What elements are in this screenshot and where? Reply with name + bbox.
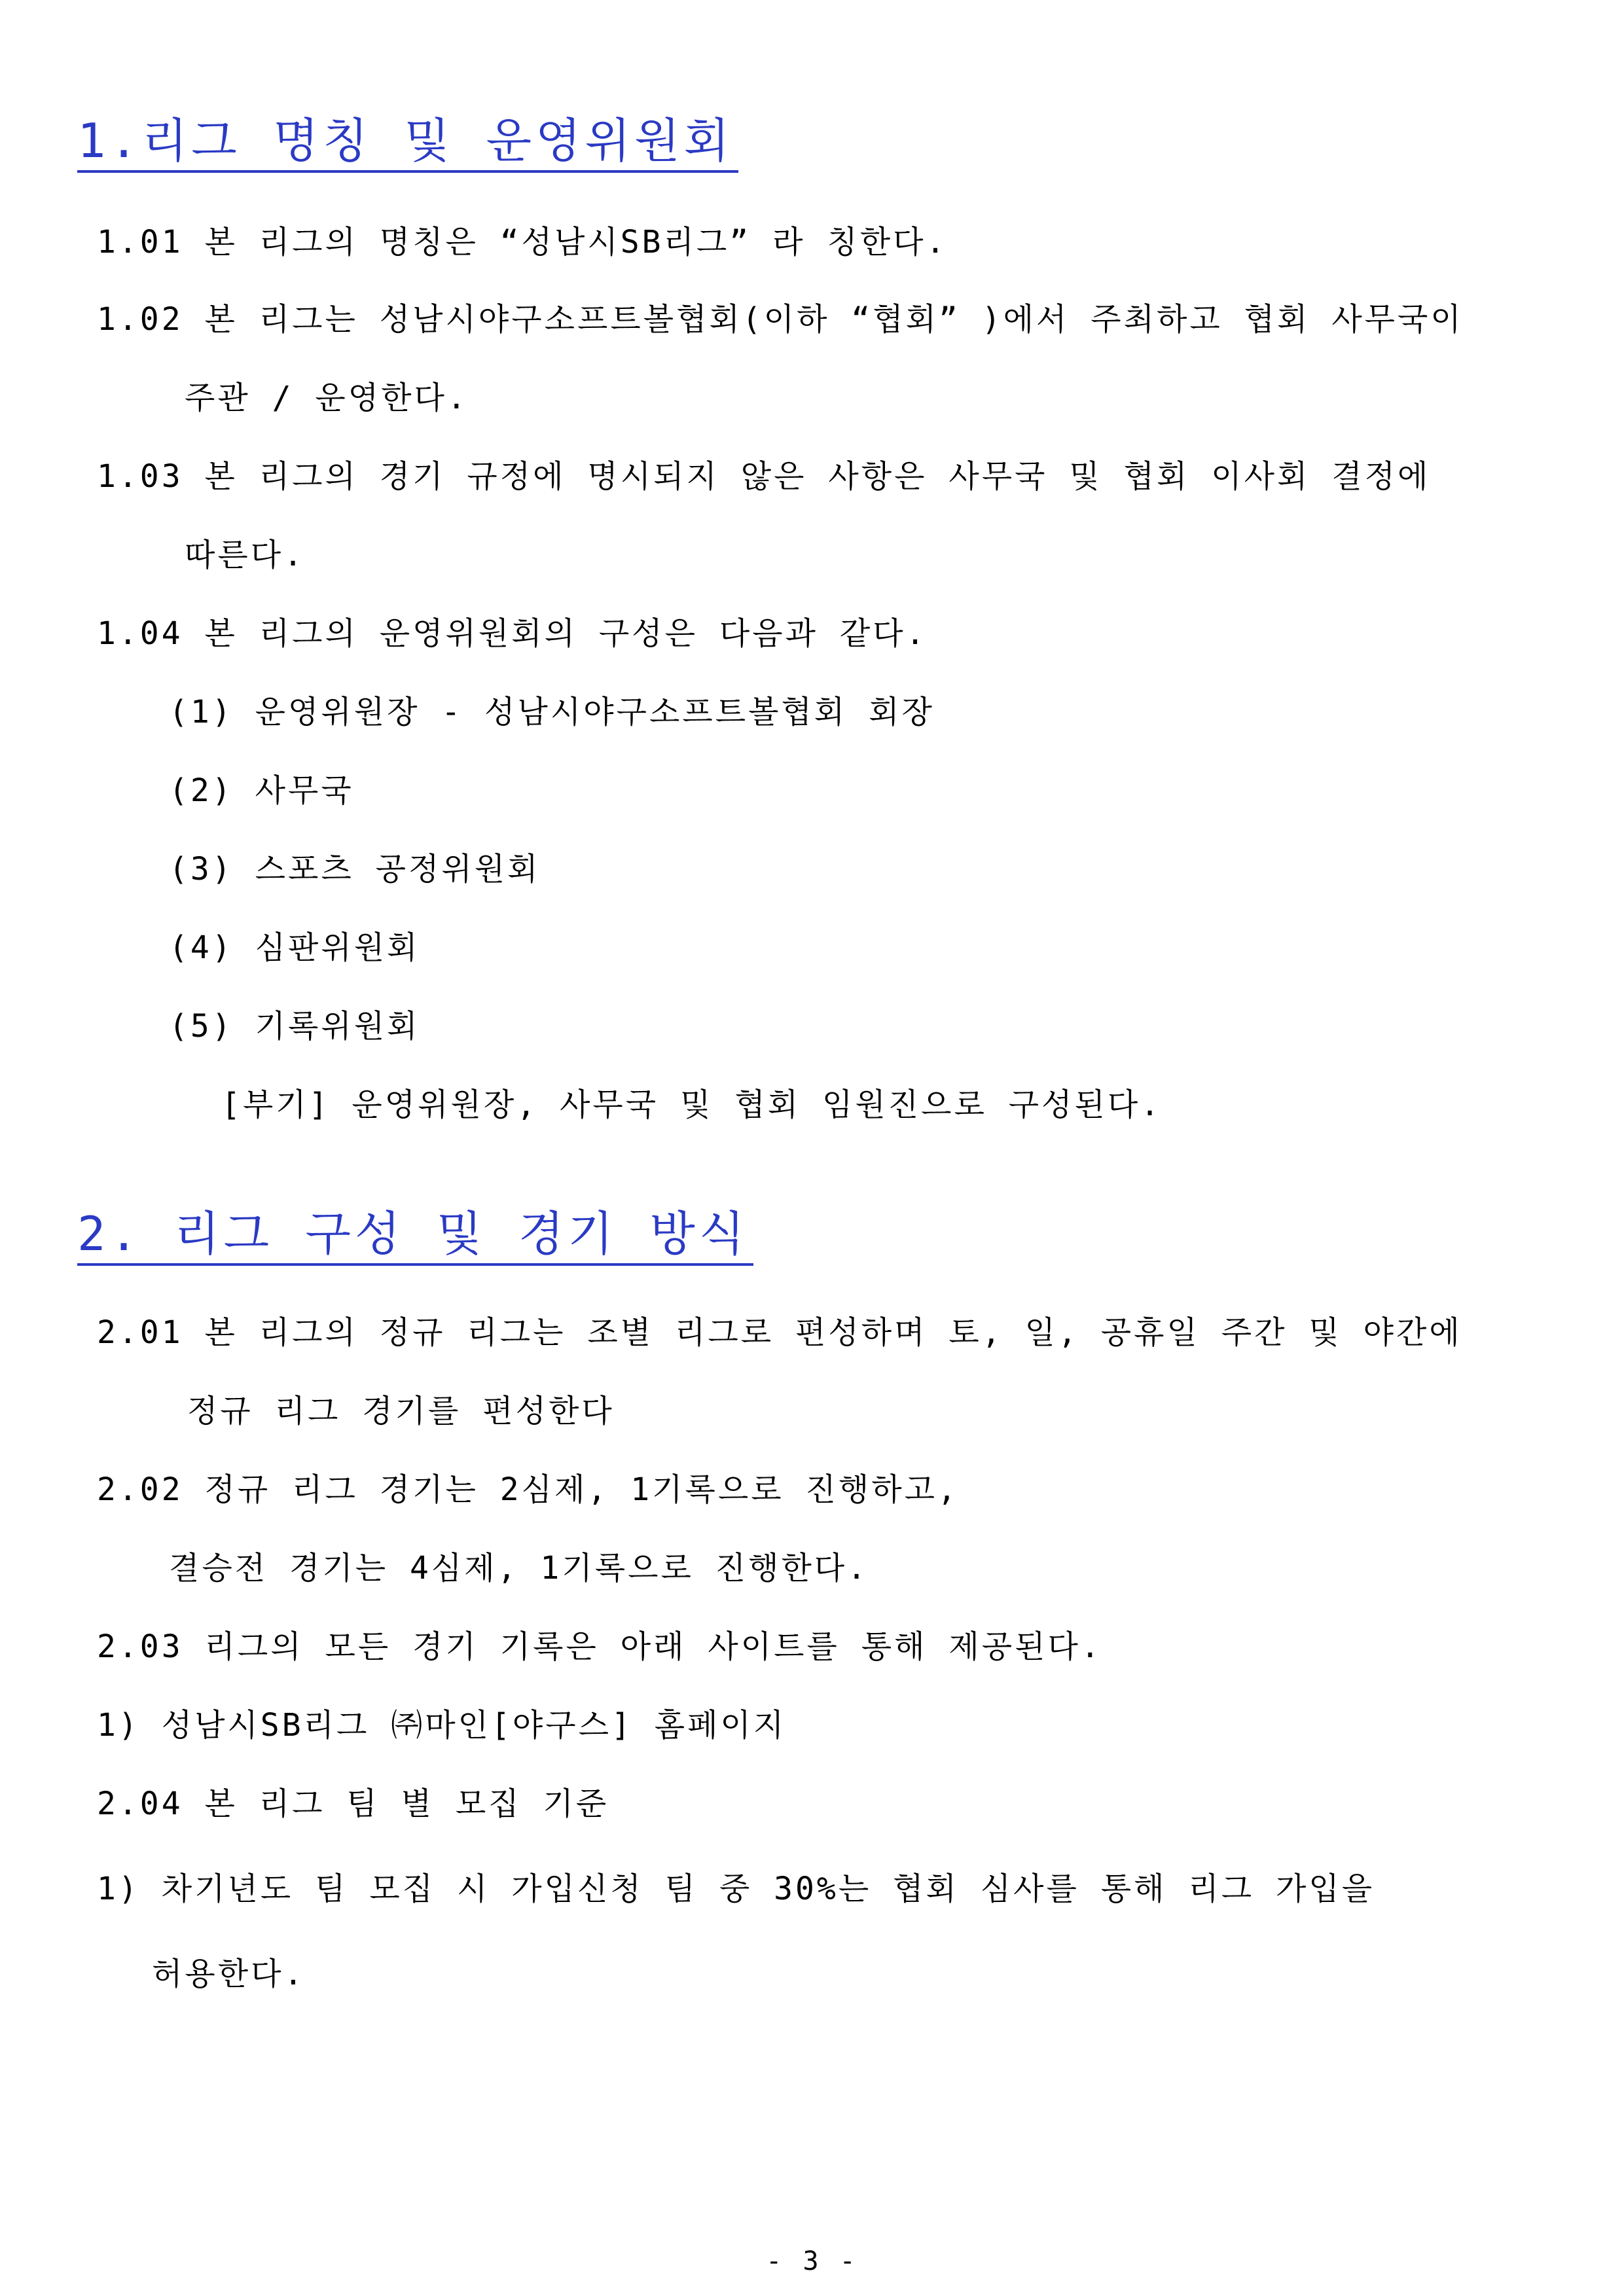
clause-2-02-continued: 결승전 경기는 4심제, 1기록으로 진행한다. [169, 1550, 869, 1587]
section-1-heading: 1.리그 명칭 및 운영위원회 [77, 111, 738, 173]
clause-1-02-continued: 주관 / 운영한다. [185, 380, 469, 416]
clause-1-03: 1.03 본 리그의 경기 규정에 명시되지 않은 사항은 사무국 및 협회 이사회 결정에 [97, 458, 1431, 495]
section-2-heading: 2. 리그 구성 및 경기 방식 [77, 1204, 753, 1266]
clause-2-02: 2.02 정규 리그 경기는 2심제, 1기록으로 진행하고, [97, 1471, 959, 1508]
clause-1-03-continued: 따른다. [185, 537, 306, 573]
committee-item-5: (5) 기록위원회 [169, 1008, 420, 1045]
clause-2-04-item-1-continued: 허용한다. [152, 1956, 306, 1992]
clause-2-04-item-1: 1) 차기년도 팀 모집 시 가입신청 팀 중 30%는 협회 심사를 통해 리그 가입을 [97, 1871, 1375, 1907]
clause-2-03: 2.03 리그의 모든 경기 기록은 아래 사이트를 통해 제공된다. [97, 1628, 1102, 1665]
clause-2-01: 2.01 본 리그의 정규 리그는 조별 리그로 편성하며 토, 일, 공휴일 주간 및 야간에 [97, 1314, 1462, 1351]
committee-item-2: (2) 사무국 [169, 772, 354, 809]
clause-1-04: 1.04 본 리그의 운영위원회의 구성은 다음과 같다. [97, 615, 928, 652]
committee-note: [부기] 운영위원장, 사무국 및 협회 임원진으로 구성된다. [221, 1086, 1163, 1123]
clause-2-04: 2.04 본 리그 팀 별 모집 기준 [97, 1785, 609, 1822]
page-number: - 3 - [766, 2246, 858, 2276]
clause-1-02: 1.02 본 리그는 성남시야구소프트볼협회(이하 “협회” )에서 주최하고 협회 사무국이 [97, 301, 1464, 338]
clause-2-03-item-1: 1) 성남시SB리그 ㈜마인[야구스] 홈페이지 [97, 1707, 787, 1744]
clause-1-01: 1.01 본 리그의 명칭은 “성남시SB리그” 라 칭한다. [97, 224, 948, 260]
committee-item-1: (1) 운영위원장 - 성남시야구소프트볼협회 회장 [169, 694, 935, 730]
committee-item-3: (3) 스포츠 공정위원회 [169, 851, 541, 888]
clause-2-01-continued: 정규 리그 경기를 편성한다 [187, 1393, 615, 1429]
committee-item-4: (4) 심판위원회 [169, 929, 420, 966]
